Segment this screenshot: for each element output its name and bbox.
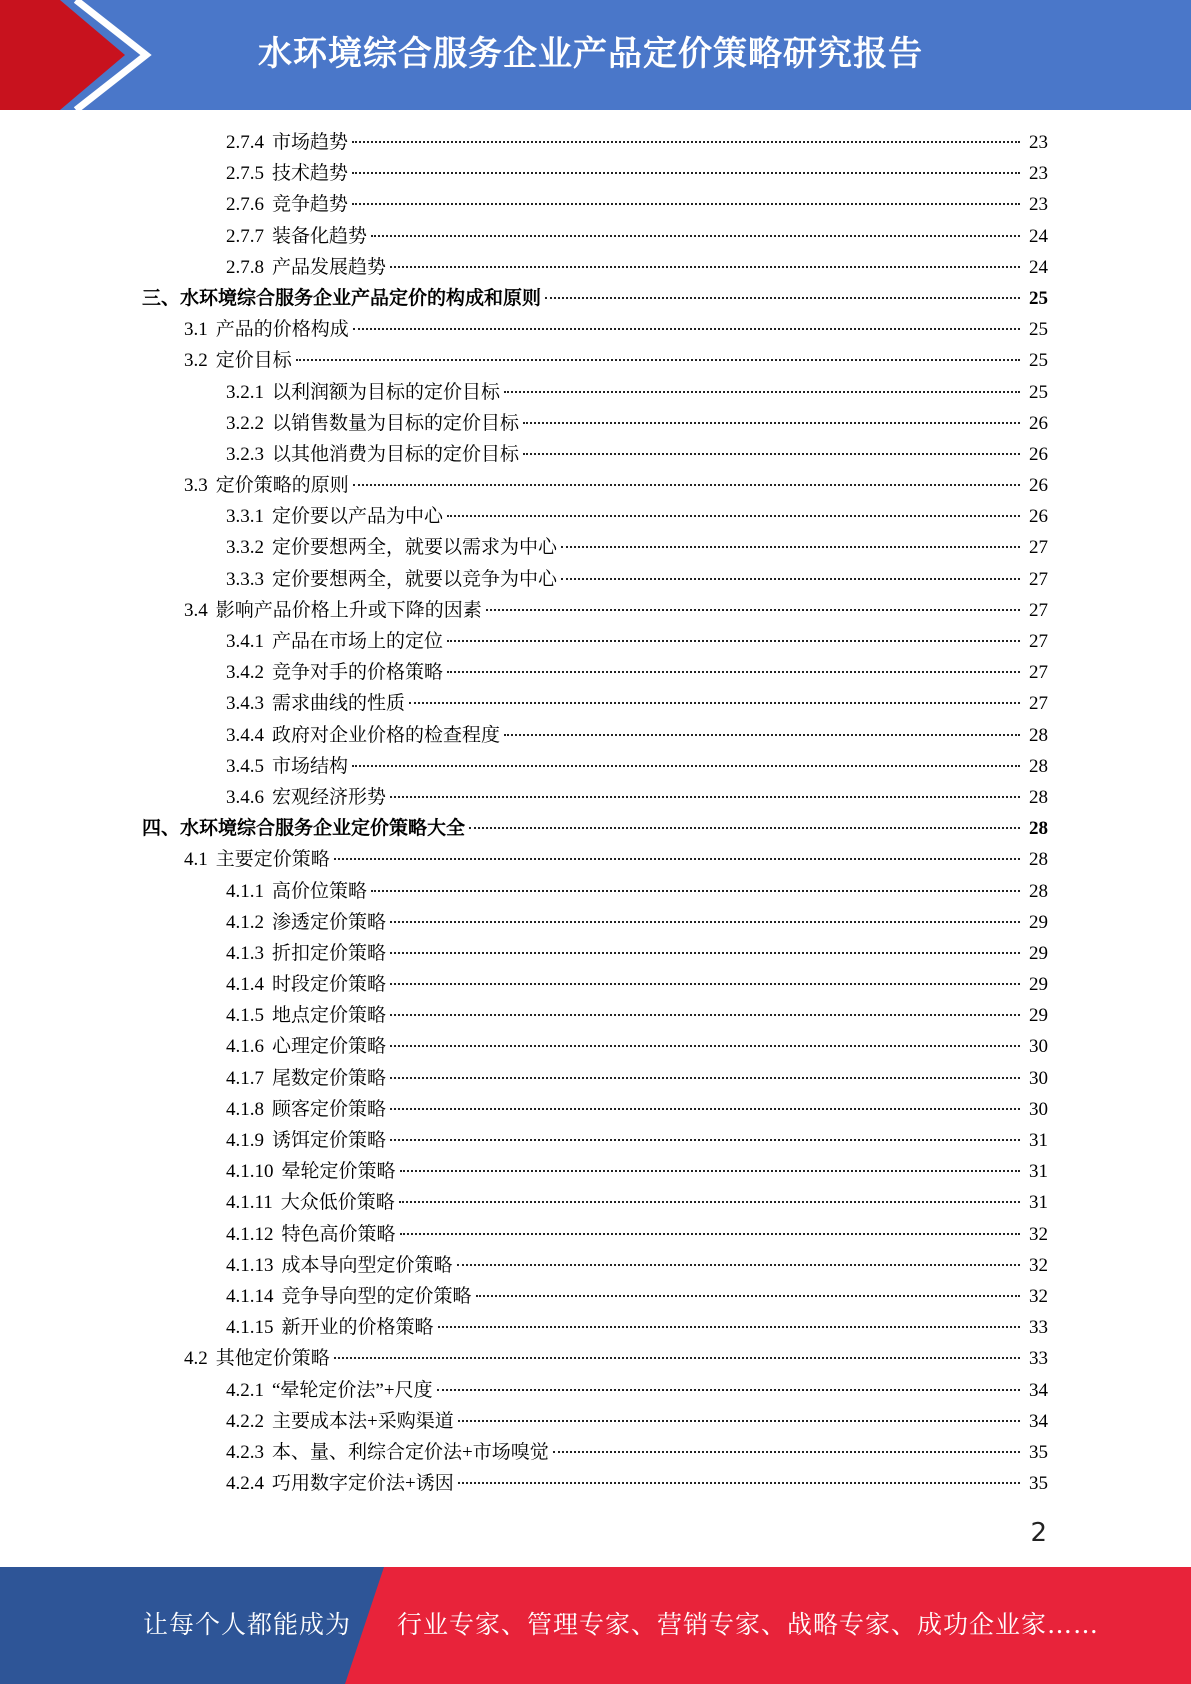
- toc-entry[interactable]: [226, 189, 1191, 220]
- toc-dot-leader: [458, 1420, 1020, 1422]
- toc-entry[interactable]: [226, 626, 1191, 657]
- toc-entry-number: 4.1.9: [226, 1130, 264, 1151]
- page-footer: [0, 1567, 1191, 1684]
- toc-dot-leader: [561, 578, 1020, 580]
- toc-entry-number: 4.1.5: [226, 1005, 264, 1027]
- toc-entry-title: 市场结构: [272, 755, 349, 777]
- toc-entry-page: 27: [1029, 693, 1048, 715]
- toc-entry-title: 市场趋势: [272, 132, 349, 153]
- toc-entry-title: 巧用数字定价法+诱因: [272, 1473, 454, 1495]
- toc-entry[interactable]: [226, 377, 1191, 408]
- toc-entry[interactable]: [226, 1312, 1191, 1343]
- toc-entry-page: 34: [1029, 1410, 1048, 1432]
- toc-entry[interactable]: [226, 1063, 1191, 1094]
- toc-entry[interactable]: [226, 1468, 1191, 1499]
- toc-dot-leader: [447, 515, 1020, 517]
- toc-dot-leader: [561, 546, 1020, 548]
- toc-entry-title: 大众低价策略: [280, 1192, 395, 1214]
- toc-entry-number: 3.3.1: [226, 506, 264, 528]
- toc-entry-number: 2.7.5: [226, 163, 264, 185]
- toc-entry-number: 4.1.8: [226, 1098, 264, 1120]
- toc-entry[interactable]: [226, 532, 1191, 563]
- toc-entry-title: 定价目标: [215, 350, 292, 372]
- toc-entry-page: 33: [1029, 1348, 1048, 1370]
- toc-entry[interactable]: [226, 1375, 1191, 1406]
- toc-entry[interactable]: [226, 720, 1191, 751]
- toc-dot-leader: [457, 1264, 1020, 1266]
- toc-entry[interactable]: [226, 252, 1191, 283]
- toc-dot-leader: [504, 391, 1020, 393]
- toc-entry-title: 需求曲线的性质: [272, 693, 406, 715]
- toc-dot-leader: [296, 359, 1020, 361]
- toc-entry-title: 产品在市场上的定位: [272, 631, 444, 652]
- toc-entry-title: 定价要想两全，就要以竞争为中心: [272, 568, 558, 590]
- toc-entry[interactable]: [226, 221, 1191, 252]
- toc-entry[interactable]: [226, 564, 1191, 595]
- toc-entry-page: 23: [1029, 132, 1048, 153]
- toc-entry-title: 以利润额为目标的定价目标: [272, 381, 501, 403]
- toc-entry-number: 2.7.4: [226, 132, 264, 153]
- toc-entry[interactable]: [226, 938, 1191, 969]
- toc-entry-number: 4.2.3: [226, 1441, 264, 1463]
- toc-entry[interactable]: [226, 1125, 1191, 1156]
- toc-entry-title: 渗透定价策略: [272, 911, 387, 933]
- toc-entry-page: 28: [1029, 818, 1048, 840]
- toc-entry-number: 3.2.2: [226, 412, 264, 434]
- toc-entry-page: 28: [1029, 724, 1048, 746]
- toc-entry-number: 3.1: [184, 319, 208, 341]
- toc-dot-leader: [390, 952, 1020, 954]
- toc-dot-leader: [390, 921, 1020, 923]
- toc-entry-page: 28: [1029, 786, 1048, 808]
- toc-entry-number: 2.7.8: [226, 256, 264, 278]
- toc-entry-number: 3.3.2: [226, 537, 264, 559]
- toc-entry-title: 成本导向型定价策略: [281, 1254, 453, 1276]
- toc-entry-number: 4.1: [184, 849, 208, 871]
- footer-slogan-left: 让每个人都能成为: [143, 1610, 352, 1639]
- toc-entry-number: 2.7.6: [226, 194, 264, 216]
- footer-slogan-right: 行业专家、管理专家、营销专家、战略专家、成功企业家……: [397, 1610, 1100, 1639]
- toc-entry[interactable]: [226, 969, 1191, 1000]
- toc-entry-number: 4.2.1: [226, 1379, 264, 1401]
- toc-entry[interactable]: [226, 907, 1191, 938]
- toc-dot-leader: [390, 1139, 1020, 1141]
- toc-entry-title: 时段定价策略: [272, 974, 387, 996]
- toc-dot-leader: [437, 1389, 1020, 1391]
- toc-dot-leader: [390, 266, 1020, 268]
- page-header: [0, 0, 1191, 110]
- toc-dot-leader: [523, 422, 1020, 424]
- toc-entry-page: 34: [1029, 1379, 1048, 1401]
- toc-entry-title: 竞争对手的价格策略: [272, 662, 444, 684]
- toc-entry-number: 3.2: [184, 350, 208, 372]
- toc-entry-page: 23: [1029, 163, 1048, 185]
- toc-entry-number: 4.1.4: [226, 974, 264, 996]
- toc-entry-page: 32: [1029, 1285, 1048, 1307]
- toc-entry[interactable]: [226, 1406, 1191, 1437]
- toc-dot-leader: [545, 297, 1020, 299]
- toc-entry-page: 24: [1029, 225, 1048, 247]
- toc-dot-leader: [352, 203, 1020, 205]
- toc-entry-number: 4.1.3: [226, 942, 264, 964]
- toc-dot-leader: [438, 1326, 1020, 1328]
- toc-entry[interactable]: [226, 127, 1191, 158]
- toc-entry-number: 3.3.3: [226, 568, 264, 590]
- toc-entry-title: 以销售数量为目标的定价目标: [272, 412, 520, 434]
- toc-entry[interactable]: [184, 1343, 1191, 1374]
- toc-dot-leader: [390, 1108, 1020, 1110]
- toc-entry-title: 其他定价策略: [215, 1348, 330, 1370]
- toc-entry-number: 3.4: [184, 599, 208, 621]
- toc-entry-number: 4.2.4: [226, 1473, 264, 1495]
- toc-entry-number: 4.1.6: [226, 1036, 264, 1058]
- toc-entry-title: 装备化趋势: [272, 225, 368, 247]
- toc-entry-page: 25: [1029, 350, 1048, 372]
- toc-entry-title: 高价位策略: [272, 880, 368, 902]
- toc-entry-page: 26: [1029, 506, 1048, 528]
- toc-entry[interactable]: [226, 1219, 1191, 1250]
- toc-entry[interactable]: [226, 1437, 1191, 1468]
- report-title: 水环境综合服务企业产品定价策略研究报告: [258, 34, 923, 74]
- toc-entry-page: 27: [1029, 568, 1048, 590]
- toc-dot-leader: [447, 640, 1020, 642]
- toc-entry-page: 29: [1029, 974, 1048, 996]
- toc-entry-title: 新开业的价格策略: [281, 1317, 434, 1339]
- toc-dot-leader: [504, 734, 1020, 736]
- toc-dot-leader: [523, 453, 1020, 455]
- toc-dot-leader: [334, 1357, 1020, 1359]
- toc-entry-page: 33: [1029, 1317, 1048, 1339]
- toc-dot-leader: [352, 172, 1020, 174]
- toc-entry-number: 3.4.3: [226, 693, 264, 715]
- toc-entry-page: 25: [1029, 381, 1048, 403]
- toc-entry-title: 定价策略的原则: [215, 475, 349, 497]
- toc-entry[interactable]: [226, 1094, 1191, 1125]
- toc-entry[interactable]: [184, 345, 1191, 376]
- toc-entry-title: 竞争趋势: [272, 194, 349, 216]
- toc-dot-leader: [553, 1451, 1020, 1453]
- toc-dot-leader: [353, 484, 1020, 486]
- toc-dot-leader: [447, 671, 1020, 673]
- toc-entry-title: 产品发展趋势: [272, 256, 387, 278]
- toc-entry-page: 26: [1029, 443, 1048, 465]
- toc-dot-leader: [371, 235, 1020, 237]
- toc-dot-leader: [371, 890, 1020, 892]
- toc-entry[interactable]: [226, 1281, 1191, 1312]
- toc-entry-number: 4.1.10: [226, 1161, 274, 1183]
- toc-dot-leader: [390, 1045, 1020, 1047]
- toc-entry-title: 特色高价策略: [281, 1223, 396, 1245]
- toc-entry[interactable]: [226, 782, 1191, 813]
- toc-entry[interactable]: [142, 813, 1191, 844]
- toc-entry-number: 3.4.5: [226, 755, 264, 777]
- toc-entry-page: 32: [1029, 1223, 1048, 1245]
- toc-entry-page: 28: [1029, 880, 1048, 902]
- toc-dot-leader: [476, 1295, 1020, 1297]
- toc-entry-number: 2.7.7: [226, 225, 264, 247]
- toc-entry-title: 主要定价策略: [215, 849, 330, 871]
- toc-dot-leader: [390, 1077, 1020, 1079]
- toc-entry-title: 晕轮定价策略: [281, 1161, 396, 1183]
- toc-dot-leader: [458, 1482, 1020, 1484]
- toc-entry-page: 27: [1029, 599, 1048, 621]
- toc-entry-page: 26: [1029, 475, 1048, 497]
- toc-entry-title: 定价要想两全，就要以需求为中心: [272, 537, 558, 559]
- toc-entry-number: 4.1.12: [226, 1223, 274, 1245]
- toc-entry-title: 竞争导向型的定价策略: [281, 1285, 472, 1307]
- toc-dot-leader: [400, 1233, 1020, 1235]
- toc-entry-page: 27: [1029, 631, 1048, 652]
- toc-entry-title: 尾数定价策略: [272, 1067, 387, 1089]
- toc-entry-page: 31: [1029, 1192, 1048, 1214]
- toc-entry-page: 32: [1029, 1254, 1048, 1276]
- toc-entry-page: 30: [1029, 1067, 1048, 1089]
- toc-dot-leader: [469, 827, 1020, 829]
- toc-dot-leader: [399, 1201, 1020, 1203]
- toc-entry-number: 4.1.15: [226, 1317, 274, 1339]
- toc-entry-title: 折扣定价策略: [272, 942, 387, 964]
- page-number: 2: [1030, 1518, 1047, 1548]
- toc-entry-number: 3.4.2: [226, 662, 264, 684]
- toc-entry[interactable]: [226, 1187, 1191, 1218]
- toc-dot-leader: [390, 796, 1020, 798]
- toc-entry-page: 29: [1029, 911, 1048, 933]
- toc-dot-leader: [486, 609, 1020, 611]
- toc-entry-page: 29: [1029, 942, 1048, 964]
- toc-entry-number: 3.4.4: [226, 724, 264, 746]
- toc-entry-page: 27: [1029, 537, 1048, 559]
- toc-entry-number: 3.3: [184, 475, 208, 497]
- toc-entry-title: 本、量、利综合定价法+市场嗅觉: [272, 1441, 549, 1463]
- toc-entry-number: 4.1.7: [226, 1067, 264, 1089]
- toc-entry[interactable]: [226, 657, 1191, 688]
- toc-entry-number: 4.1.11: [226, 1192, 273, 1214]
- toc-entry[interactable]: [184, 595, 1191, 626]
- table-of-contents: [0, 127, 1191, 1499]
- toc-entry[interactable]: [226, 688, 1191, 719]
- toc-entry-title: 政府对企业价格的检查程度: [272, 724, 501, 746]
- toc-entry[interactable]: [226, 439, 1191, 470]
- toc-entry-page: 27: [1029, 662, 1048, 684]
- toc-entry-title: 以其他消费为目标的定价目标: [272, 443, 520, 465]
- toc-dot-leader: [409, 702, 1020, 704]
- toc-entry-page: 29: [1029, 1005, 1048, 1027]
- toc-entry-page: 24: [1029, 256, 1048, 278]
- toc-entry-page: 28: [1029, 849, 1048, 871]
- toc-entry-title: 影响产品价格上升或下降的因素: [215, 599, 482, 621]
- toc-entry[interactable]: [226, 1031, 1191, 1062]
- toc-entry-number: 3.2.3: [226, 443, 264, 465]
- header-arrow-decoration: [0, 0, 160, 110]
- toc-entry-title: 技术趋势: [272, 163, 349, 185]
- toc-entry[interactable]: [226, 1250, 1191, 1281]
- toc-entry-number: 4.1.13: [226, 1254, 274, 1276]
- toc-entry-title: 产品的价格构成: [215, 319, 349, 341]
- toc-entry-page: 26: [1029, 412, 1048, 434]
- toc-entry-page: 23: [1029, 194, 1048, 216]
- toc-entry-title: 四、水环境综合服务企业定价策略大全: [142, 818, 466, 840]
- toc-entry-page: 31: [1029, 1161, 1048, 1183]
- toc-entry-title: 定价要以产品为中心: [272, 506, 444, 528]
- toc-entry-title: 宏观经济形势: [272, 786, 387, 808]
- toc-dot-leader: [334, 858, 1020, 860]
- toc-entry-title: “晕轮定价法”+尺度: [272, 1379, 433, 1401]
- toc-dot-leader: [353, 328, 1020, 330]
- toc-entry-page: 25: [1029, 319, 1048, 341]
- toc-entry-page: 25: [1029, 287, 1048, 309]
- toc-dot-leader: [352, 765, 1020, 767]
- toc-entry-title: 地点定价策略: [272, 1005, 387, 1027]
- toc-entry-page: 31: [1029, 1130, 1048, 1151]
- toc-entry[interactable]: [226, 158, 1191, 189]
- toc-entry-page: 35: [1029, 1441, 1048, 1463]
- toc-entry[interactable]: [226, 1156, 1191, 1187]
- toc-entry-number: 3.4.6: [226, 786, 264, 808]
- toc-entry[interactable]: [184, 470, 1191, 501]
- toc-entry[interactable]: [184, 844, 1191, 875]
- toc-entry[interactable]: [226, 408, 1191, 439]
- toc-entry-page: 30: [1029, 1036, 1048, 1058]
- toc-entry-title: 顾客定价策略: [272, 1098, 387, 1120]
- toc-dot-leader: [390, 1014, 1020, 1016]
- toc-entry-number: 4.2: [184, 1348, 208, 1370]
- toc-dot-leader: [390, 983, 1020, 985]
- toc-dot-leader: [352, 141, 1020, 143]
- toc-entry-number: 3.2.1: [226, 381, 264, 403]
- toc-entry[interactable]: [226, 751, 1191, 782]
- toc-entry[interactable]: [226, 1000, 1191, 1031]
- toc-entry-number: 4.2.2: [226, 1410, 264, 1432]
- toc-entry-page: 35: [1029, 1473, 1048, 1495]
- toc-entry-title: 三、水环境综合服务企业产品定价的构成和原则: [142, 287, 542, 309]
- toc-entry-page: 30: [1029, 1098, 1048, 1120]
- toc-entry-title: 心理定价策略: [272, 1036, 387, 1058]
- toc-entry[interactable]: [226, 876, 1191, 907]
- toc-entry-title: 主要成本法+采购渠道: [272, 1410, 454, 1432]
- toc-entry-number: 4.1.2: [226, 911, 264, 933]
- toc-entry[interactable]: [184, 314, 1191, 345]
- toc-entry-title: 诱饵定价策略: [272, 1130, 387, 1151]
- toc-entry-page: 28: [1029, 755, 1048, 777]
- toc-entry-number: 3.4.1: [226, 631, 264, 652]
- toc-entry[interactable]: [142, 283, 1191, 314]
- toc-dot-leader: [400, 1170, 1020, 1172]
- toc-entry[interactable]: [226, 501, 1191, 532]
- toc-entry-number: 4.1.1: [226, 880, 264, 902]
- toc-entry-number: 4.1.14: [226, 1285, 274, 1307]
